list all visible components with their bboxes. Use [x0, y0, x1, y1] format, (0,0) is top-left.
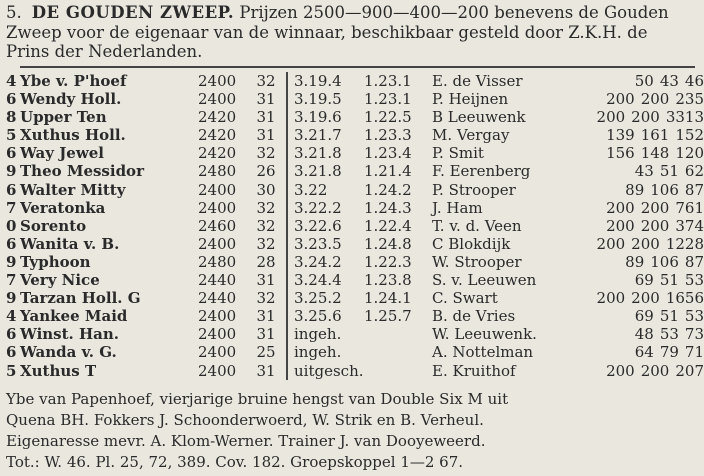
age-value: 31 [246, 108, 287, 126]
distance: 2440 [198, 289, 237, 308]
km-time: 1.24.2 [364, 180, 412, 199]
km-time: 1.24.3 [364, 198, 412, 217]
prize-value: 87 [684, 252, 704, 271]
km-time: 1.22.5 [364, 108, 412, 127]
start-number: 5 [6, 361, 17, 380]
prize-value: 53 [684, 307, 704, 326]
driver-name: B Leeuwenk [432, 108, 526, 127]
km-time [364, 343, 432, 361]
table-row [6, 307, 704, 325]
race-header [6, 3, 694, 62]
distance: 2420 [198, 144, 237, 163]
prize-value: 120 [675, 144, 704, 163]
race-time: uitgesch. [294, 361, 364, 380]
table-row [6, 144, 704, 162]
horse-name: Winst. Han. [20, 325, 120, 344]
table-row [6, 289, 704, 307]
prize-value: 89 [625, 180, 645, 199]
km-time: 1.23.3 [364, 126, 412, 145]
horse-name: Ybe v. P'hoef [20, 72, 127, 90]
horse-name: Very Nice [20, 271, 100, 290]
table-row [6, 343, 704, 361]
prize-values [566, 289, 704, 307]
prize-value: 200 [631, 108, 660, 127]
start-number: 6 [6, 180, 17, 199]
start-number: 4 [6, 307, 17, 326]
prize-value: 48 [634, 325, 654, 344]
prize-value: 43 [659, 72, 679, 90]
race-time: 3.21.7 [294, 126, 342, 145]
start-number: 0 [6, 216, 17, 235]
table-row [6, 217, 704, 235]
table-row [6, 90, 704, 108]
prize-value: 69 [634, 307, 654, 326]
age-value: 31 [246, 126, 287, 144]
race-time: 3.23.5 [294, 234, 342, 253]
horse-name: Veratonka [20, 198, 106, 217]
race-time: 3.21.8 [294, 144, 342, 163]
distance: 2460 [198, 216, 237, 235]
age-value: 28 [246, 253, 287, 271]
age-value: 31 [246, 271, 287, 289]
prize-value: 152 [675, 126, 704, 145]
age-value: 32 [246, 144, 287, 162]
horse-name: Tarzan Holl. G [20, 289, 141, 308]
start-number: 6 [6, 325, 17, 344]
prize-value: 50 [634, 72, 654, 90]
prize-value: 374 [675, 216, 704, 235]
prize-value: 64 [634, 343, 654, 362]
age-value: 26 [246, 162, 287, 180]
age-value: 32 [246, 217, 287, 235]
prize-values [566, 325, 704, 343]
prize-value: 46 [684, 72, 704, 90]
prize-value: 148 [640, 144, 670, 163]
start-number: 5 [6, 126, 17, 145]
age-value: 25 [246, 343, 287, 361]
driver-name: W. Leeuwenk. [432, 325, 537, 344]
start-number: 6 [6, 90, 17, 109]
prize-value: 200 [631, 234, 660, 253]
driver-name: P. Smit [432, 144, 484, 163]
driver-name: C Blokdijk [432, 234, 511, 253]
distance: 2420 [198, 126, 237, 145]
prize-value: 200 [640, 198, 670, 217]
prize-value: 53 [659, 325, 679, 344]
prize-value: 3313 [665, 108, 704, 127]
prize-value: 161 [640, 126, 670, 145]
race-time: 3.19.6 [294, 108, 342, 127]
distance: 2440 [198, 271, 237, 290]
prize-value: 106 [650, 252, 679, 271]
distance: 2400 [198, 325, 237, 344]
start-number: 7 [6, 198, 17, 217]
footer-line: Eigenaresse mevr. A. Klom-Werner. Trainer J. van Dooyeweerd. [6, 432, 486, 450]
driver-name: A. Nottelman [432, 343, 534, 362]
prize-values [566, 307, 704, 325]
prize-value: 200 [606, 90, 635, 109]
km-time: 1.23.4 [364, 144, 412, 163]
prize-values [566, 72, 704, 90]
horse-name: Wanda v. G. [20, 343, 117, 362]
driver-name: P. Heijnen [432, 90, 509, 109]
km-time: 1.23.8 [364, 271, 412, 290]
driver-name: S. v. Leeuwen [432, 271, 537, 290]
distance: 2400 [198, 198, 237, 217]
prize-value: 200 [596, 234, 626, 253]
prize-values [566, 162, 704, 180]
race-time: 3.24.2 [294, 252, 342, 271]
prize-value: 43 [634, 162, 654, 181]
horse-name: Wendy Holl. [20, 90, 122, 109]
age-value: 32 [246, 199, 287, 217]
prize-value: 200 [606, 198, 635, 217]
distance: 2400 [198, 90, 237, 109]
driver-name: M. Vergay [432, 126, 510, 145]
age-value: 31 [246, 90, 287, 108]
distance: 2400 [198, 307, 237, 326]
km-time: 1.23.1 [364, 72, 412, 90]
km-time [364, 325, 432, 343]
prize-values [566, 144, 704, 162]
prize-values [566, 90, 704, 108]
prize-value: 139 [606, 126, 635, 145]
prize-values [566, 271, 704, 289]
driver-name: C. Swart [432, 289, 498, 308]
race-time: 3.19.4 [294, 72, 342, 90]
start-number: 9 [6, 162, 17, 181]
distance: 2400 [198, 180, 237, 199]
prize-value: 235 [675, 90, 704, 109]
race-time: 3.21.8 [294, 162, 342, 181]
distance: 2480 [198, 162, 237, 181]
horse-name: Xuthus T [20, 361, 97, 380]
table-row [6, 162, 704, 180]
prize-value: 1228 [665, 234, 704, 253]
prize-values [566, 126, 704, 144]
results-body [6, 72, 704, 380]
race-time: ingeh. [294, 343, 342, 362]
race-time: 3.22.6 [294, 216, 342, 235]
prize-value: 200 [640, 216, 670, 235]
start-number: 7 [6, 271, 17, 290]
distance: 2480 [198, 252, 237, 271]
driver-name: W. Strooper [432, 252, 522, 271]
table-row [6, 72, 704, 90]
km-time: 1.22.3 [364, 252, 412, 271]
footer-line: Ybe van Papenhoef, vierjarige bruine hengst van Double Six M uit [6, 390, 509, 408]
race-time: 3.19.5 [294, 90, 342, 109]
prize-value: 761 [675, 198, 704, 217]
horse-name: Walter Mitty [20, 180, 126, 199]
prize-values [566, 108, 704, 126]
km-time [364, 362, 432, 380]
header-divider [20, 66, 695, 68]
driver-name: T. v. d. Veen [432, 216, 522, 235]
prize-value: 62 [684, 162, 704, 181]
table-row [6, 108, 704, 126]
prize-values [566, 343, 704, 361]
table-row [6, 235, 704, 253]
table-row [6, 181, 704, 199]
start-number: 6 [6, 343, 17, 362]
table-row [6, 126, 704, 144]
km-time: 1.24.1 [364, 289, 412, 308]
driver-name: E. de Visser [432, 72, 523, 90]
start-number: 9 [6, 252, 17, 271]
table-row [6, 199, 704, 217]
driver-name: E. Kruithof [432, 361, 516, 380]
prize-value: 200 [596, 289, 626, 308]
driver-name: F. Eerenberg [432, 162, 531, 181]
table-row [6, 362, 704, 380]
prize-values [566, 253, 704, 271]
prize-value: 87 [684, 180, 704, 199]
age-value: 32 [246, 289, 287, 307]
prize-value: 200 [606, 216, 635, 235]
prize-value: 106 [650, 180, 679, 199]
prize-values [566, 362, 704, 380]
start-number: 9 [6, 289, 17, 308]
km-time: 1.23.1 [364, 90, 412, 109]
prize-value: 200 [640, 90, 670, 109]
km-time: 1.25.7 [364, 307, 412, 326]
prize-value: 51 [659, 162, 679, 181]
km-time: 1.22.4 [364, 216, 412, 235]
footer-line: Tot.: W. 46. Pl. 25, 72, 389. Cov. 182. Groepskoppel 1—2 67. [6, 453, 464, 471]
km-time: 1.24.8 [364, 234, 412, 253]
race-time: 3.22.2 [294, 198, 342, 217]
table-row [6, 271, 704, 289]
prize-values [566, 217, 704, 235]
prize-value: 79 [659, 343, 679, 362]
prize-value: 200 [640, 361, 670, 380]
race-time: 3.25.6 [294, 307, 342, 326]
prize-value: 200 [631, 289, 660, 308]
age-value: 31 [246, 307, 287, 325]
prize-value: 71 [684, 343, 704, 362]
prize-value: 207 [675, 361, 704, 380]
prize-value: 51 [659, 271, 679, 290]
prize-value: 156 [606, 144, 635, 163]
prize-value: 200 [596, 108, 626, 127]
race-time: 3.22 [294, 180, 328, 199]
driver-name: B. de Vries [432, 307, 516, 326]
prize-value: 200 [606, 361, 635, 380]
race-title: DE GOUDEN ZWEEP. [31, 3, 235, 22]
age-value: 32 [246, 72, 287, 90]
results-table [6, 72, 704, 380]
race-time: ingeh. [294, 325, 342, 344]
horse-name: Upper Ten [20, 108, 107, 127]
race-footer [6, 389, 696, 473]
distance: 2400 [198, 72, 237, 90]
horse-name: Typhoon [20, 252, 91, 271]
prize-value: 53 [684, 271, 704, 290]
age-value: 31 [246, 362, 287, 380]
horse-name: Sorento [20, 216, 87, 235]
distance: 2400 [198, 343, 237, 362]
start-number: 6 [6, 144, 17, 163]
horse-name: Yankee Maid [20, 307, 128, 326]
driver-name: J. Ham [432, 198, 483, 217]
race-time: 3.25.2 [294, 289, 342, 308]
driver-name: P. Strooper [432, 180, 516, 199]
age-value: 30 [246, 181, 287, 199]
prize-value: 51 [659, 307, 679, 326]
start-number: 4 [6, 72, 17, 90]
age-value: 32 [246, 235, 287, 253]
prize-values [566, 181, 704, 199]
prize-values [566, 235, 704, 253]
prize-value: 73 [684, 325, 704, 344]
prize-value: 1656 [665, 289, 704, 308]
age-value: 31 [246, 325, 287, 343]
table-row [6, 325, 704, 343]
race-description: Prijzen 2500—900—400—200 benevens de Gouden Zweep voor de eigenaar van de winnaar, beschikbaar gesteld door Z.K.H. de Prins der Nederlanden. [6, 3, 669, 61]
race-time: 3.24.4 [294, 271, 342, 290]
distance: 2420 [198, 108, 237, 127]
prize-value: 69 [634, 271, 654, 290]
distance: 2400 [198, 234, 237, 253]
race-number: 5. [6, 3, 22, 22]
km-time: 1.21.4 [364, 162, 412, 181]
horse-name: Theo Messidor [20, 162, 144, 181]
prize-value: 89 [625, 252, 645, 271]
start-number: 6 [6, 234, 17, 253]
table-row [6, 253, 704, 271]
footer-line: Quena BH. Fokkers J. Schoonderwoerd, W. Strik en B. Verheul. [6, 411, 484, 429]
horse-name: Way Jewel [20, 144, 104, 163]
horse-name: Xuthus Holl. [20, 126, 126, 145]
prize-values [566, 199, 704, 217]
start-number: 8 [6, 108, 17, 127]
horse-name: Wanita v. B. [20, 234, 120, 253]
distance: 2400 [198, 361, 237, 380]
